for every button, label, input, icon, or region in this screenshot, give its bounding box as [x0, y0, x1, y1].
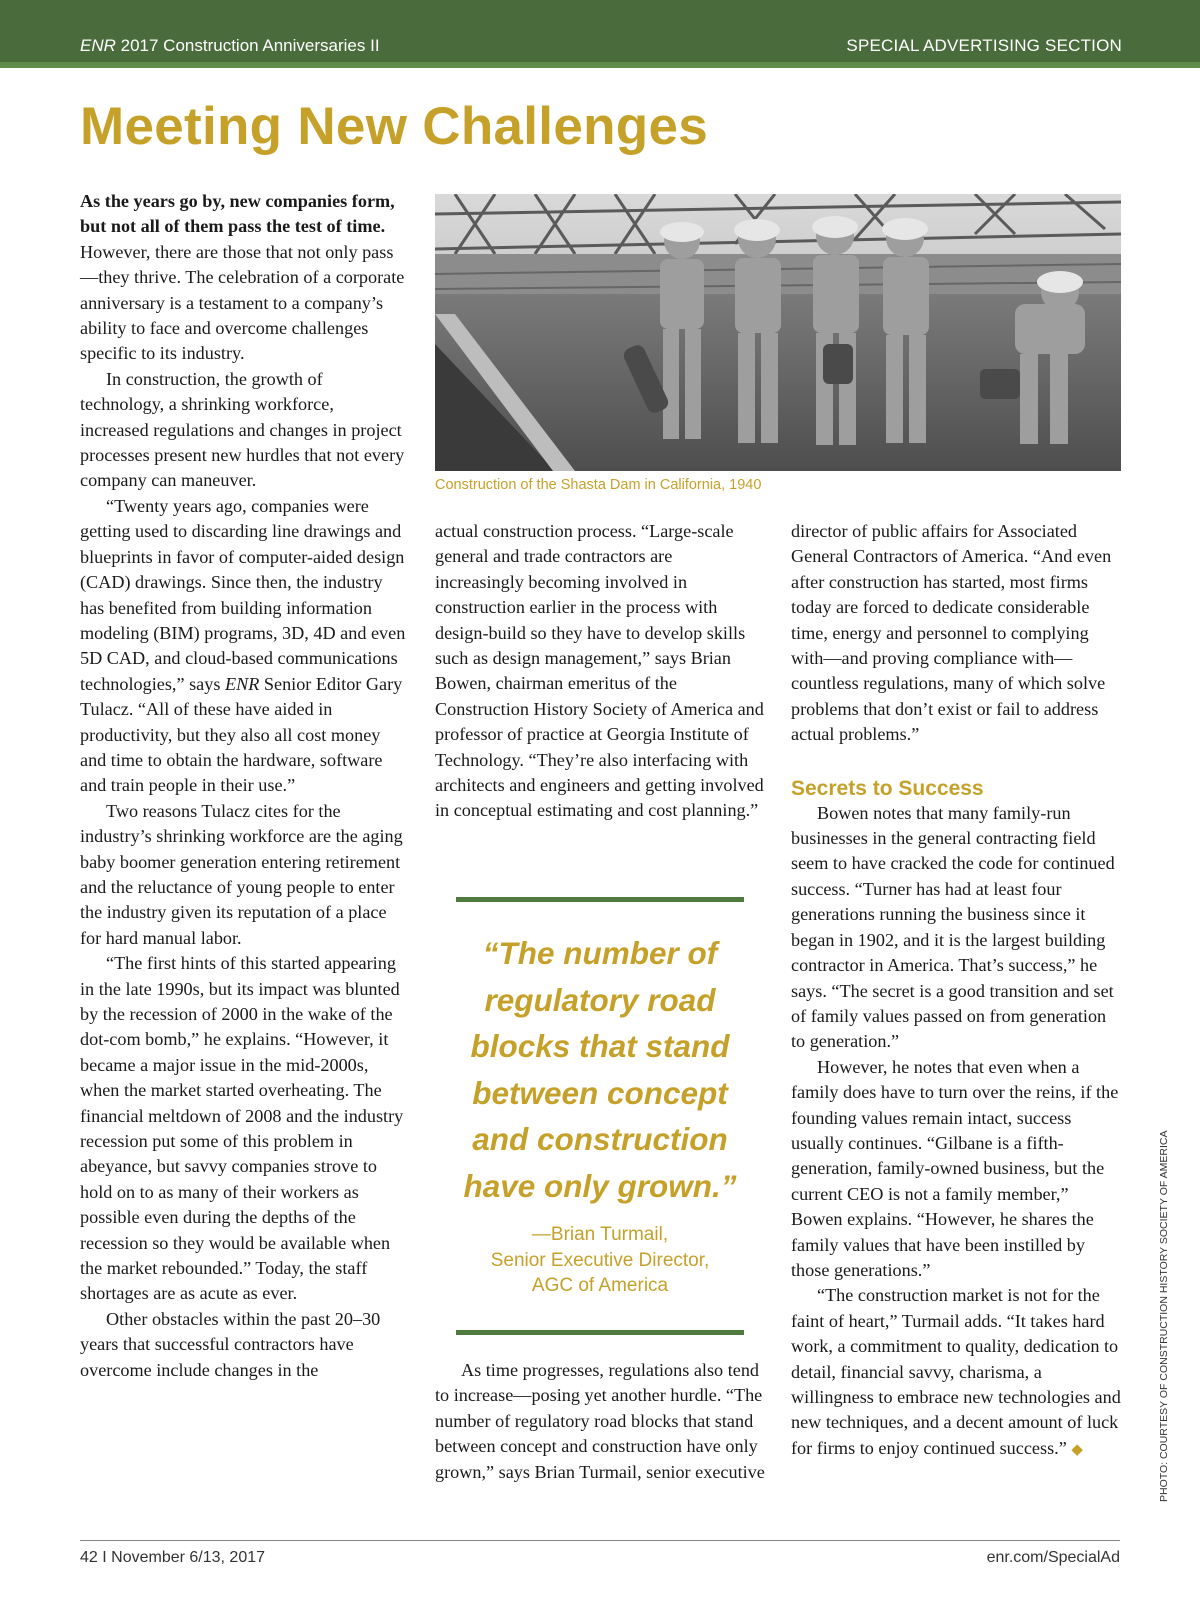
article-column-2-bottom — [435, 1358, 765, 1485]
paragraph: As time progresses, regulations also tend to increase—posing yet another hurdle. “The number of regulatory road blocks that stand between concept and construction have only grown,” says Brian Turmail, senior executive — [435, 1360, 765, 1482]
paragraph: director of public affairs for Associated General Contractors of America. “And even after construction has started, most firms today are forced to dedicate considerable time, energy and personnel to complying with—and proving compliance with—countless regulations, many of which solve problems that don’t exist or fail to address actual problems.” — [791, 521, 1112, 745]
pullquote-attribution — [445, 1222, 755, 1299]
shasta-dam-photo — [435, 194, 1121, 471]
publication-title — [80, 36, 380, 56]
header-band-rule — [0, 62, 1200, 68]
enr-italic: ENR — [224, 673, 260, 694]
paragraph-text: “The construction market is not for the faint of heart,” Turmail adds. “It takes hard work, a commitment to quality, dedication to detail, financial savvy, charisma, a willingness to embrace new technologies and new techniques, and a decent amount of luck for firms to enjoy continued success.” — [791, 1285, 1121, 1458]
footer-rule — [80, 1540, 1120, 1541]
lede-rest: However, there are those that not only pass—they thrive. The celebration of a corporate anniversary is a testament to a company’s ability to face and overcome challenges specific to its industry. — [80, 241, 405, 364]
publication-issue-title: 2017 Construction Anniversaries II — [115, 36, 380, 55]
paragraph-text: “Twenty years ago, companies were getting used to discarding line drawings and blueprints in favor of computer-aided design (CAD) drawings. Since then, the industry has benefited from building information modeling (BIM) programs, 3D, 4D and even 5D CAD, and cloud-based communications technologies,” says — [80, 495, 406, 694]
footer-url[interactable]: enr.com/SpecialAd — [986, 1549, 1120, 1566]
publication-brand: ENR — [80, 36, 116, 55]
paragraph: actual construction process. “Large-scale general and trade contractors are increasingly becoming involved in construction earlier in the process with design-build so they have to develop skills such as design management,” says Brian Bowen, chairman emeritus of the Construction History Society of America and professor of practice at Georgia Institute of Technology. “They’re also interfacing with architects and engineers and getting involved in conceptual estimating and cost planning.” — [435, 521, 764, 821]
article-column-3 — [791, 519, 1121, 1462]
article-column-2 — [435, 519, 765, 824]
page-title: Meeting New Challenges — [80, 97, 709, 156]
paragraph — [791, 1283, 1121, 1462]
paragraph: Two reasons Tulacz cites for the industry’s shrinking workforce are the aging baby boomer generation entering retirement and the reluctance of young people to enter the industry given its reputation of a place for hard manual labor. — [80, 800, 403, 948]
photo-caption: Construction of the Shasta Dam in California, 1940 — [435, 477, 762, 493]
pullquote-org: AGC of America — [531, 1275, 669, 1296]
page-folio: 42 I November 6/13, 2017 — [80, 1549, 266, 1566]
pullquote-text: “The number of regulatory road blocks that stand between concept and construction have only grown.” — [463, 935, 737, 1204]
article-column-1 — [80, 189, 406, 1383]
pullquote-name: —Brian Turmail, — [531, 1224, 669, 1245]
lede-bold: As the years go by, new companies form, but not all of them pass the test of time. — [80, 191, 395, 237]
section-subhead: Secrets to Success — [791, 776, 984, 800]
paragraph: “The first hints of this started appearing in the late 1990s, but its impact was blunted by the recession of 2000 in the wake of the dot-com bomb,” he explains. “However, it became a major issue in the mid-2000s, when the market started overheating. The financial meltdown of 2008 and the industry recession put some of this problem in abeyance, but savvy companies strove to hold on to as many of their workers as possible even during the depths of the recession so they would be available when the market rebounded.” Today, the staff shortages are as acute as ever. — [80, 953, 404, 1304]
paragraph — [80, 494, 406, 799]
paragraph: In construction, the growth of technology, a shrinking workforce, increased regulations and changes in project processes present new hurdles that not every company can maneuver. — [80, 368, 405, 491]
paragraph: Bowen notes that many family-run businesses in the general contracting field seem to have cracked the code for continued success. “Turner has had at least four generations running the business since it began in 1902, and it is the largest building contractor in America. That’s success,” he says. “The secret is a good transition and set of family values passed on from generation to generation.” — [791, 802, 1115, 1052]
paragraph: However, he notes that even when a family does have to turn over the reins, if the founding values remain intact, success usually continues. “Gilbane is a fifth-generation, family-owned business, but the current CEO is not a family member,” Bowen explains. “However, he shares the family values that have been instilled by those generations.” — [791, 1056, 1119, 1280]
section-label: SPECIAL ADVERTISING SECTION — [846, 36, 1122, 55]
pullquote-top-rule — [456, 897, 744, 902]
pullquote-title: Senior Executive Director, — [490, 1249, 710, 1271]
end-mark-icon: ◆ — [1071, 1439, 1083, 1458]
paragraph: Other obstacles within the past 20–30 years that successful contractors have overcome include changes in the — [80, 1308, 381, 1380]
paragraph-text: Senior Editor Gary Tulacz. “All of these have aided in productivity, but they also all cost money and time to obtain the hardware, software and train people in their use.” — [80, 673, 403, 796]
pullquote-bottom-rule — [456, 1330, 744, 1335]
photo-credit: PHOTO: COURTESY OF CONSTRUCTION HISTORY SOCIETY OF AMERICA — [1158, 1130, 1170, 1502]
